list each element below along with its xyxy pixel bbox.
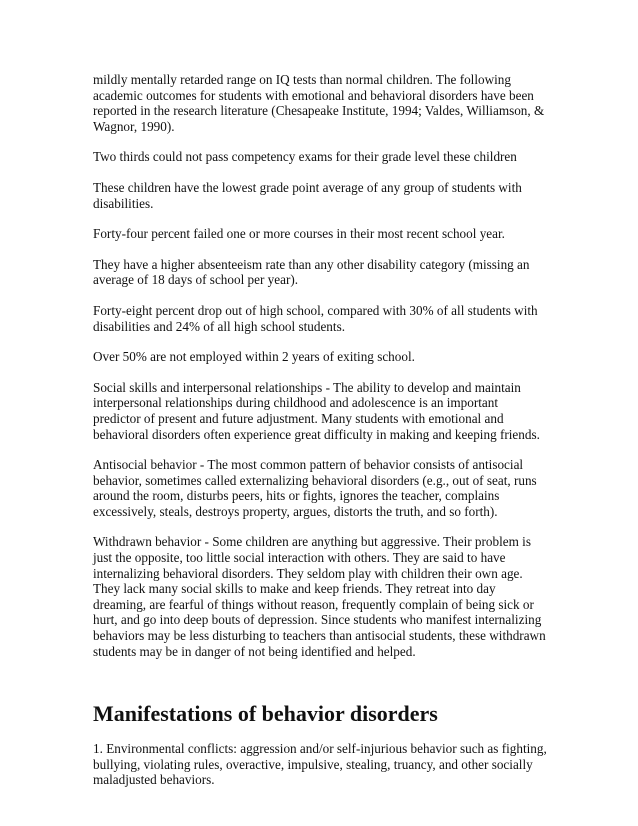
paragraph-dropout: Forty-eight percent drop out of high school, compared with 30% of all students with disabilities and 24% of all high school students.: [93, 302, 538, 334]
paragraph-competency-exams: Two thirds could not pass competency exams for their grade level these children: [93, 149, 517, 165]
paragraph-withdrawn-behavior: Withdrawn behavior - Some children are anything but aggressive. Their problem is just the opposite, too little social interaction with others. They are said to have internalizing behavioral disorders. They seldom play with children their own age. They lack many social skills to make and keep friends. They retreat into day dreaming, are fearful of things without reason, frequently complain of being sick or hurt, and go into deep bouts of depression. Since students who manifest internalizing behaviors may be less disturbing to teachers than antisocial students, these withdrawn students may be in danger of not being identified and helped.: [93, 534, 546, 659]
section-heading: Manifestations of behavior disorders: [93, 701, 438, 727]
paragraph-antisocial-behavior: Antisocial behavior - The most common pattern of behavior consists of antisocial behavior, sometimes called externalizing behavioral disorders (e.g., out of seat, runs around the room, disturbs peers, hits or fights, ignores the teacher, complains excessively, steals, destroys property, argues, distorts the truth, and so forth).: [93, 457, 537, 519]
paragraph-absenteeism: They have a higher absenteeism rate than any other disability category (missing an average of 18 days of school per year).: [93, 256, 530, 288]
paragraph-grade-point-average: These children have the lowest grade point average of any group of students with disabilities.: [93, 179, 522, 211]
paragraph-social-skills: Social skills and interpersonal relationships - The ability to develop and maintain interpersonal relationships during childhood and adolescence is an important predictor of present and future adjustment. Many students with emotional and behavioral disorders often experience great difficulty in making and keeping friends.: [93, 379, 540, 442]
paragraph-environmental-conflicts: 1. Environmental conflicts: aggression and/or self-injurious behavior such as fighting, bullying, violating rules, overactive, impulsive, stealing, truancy, and other socially maladjusted behaviors.: [93, 741, 547, 788]
paragraph-failed-courses: Forty-four percent failed one or more courses in their most recent school year.: [93, 226, 505, 242]
paragraph-iq-range: mildly mentally retarded range on IQ tests than normal children. The following academic outcomes for students with emotional and behavioral disorders have been reported in the research literature (Chesapeake Institute, 1994; Valdes, Williamson, & Wagnor, 1990).: [93, 72, 545, 134]
paragraph-employment: Over 50% are not employed within 2 years of exiting school.: [93, 349, 415, 365]
